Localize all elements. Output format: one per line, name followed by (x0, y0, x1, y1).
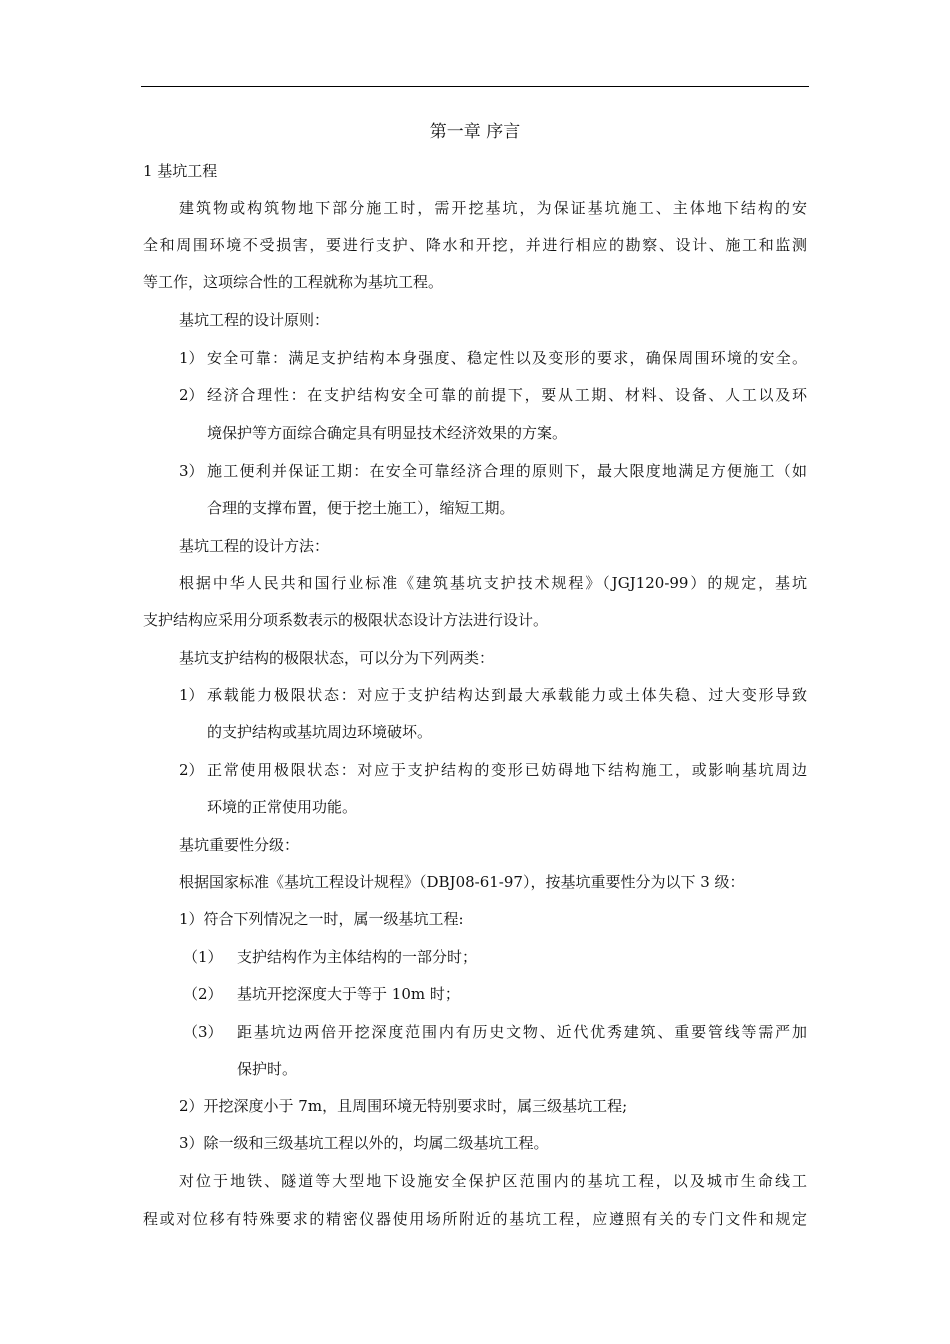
list-item-text: 环境的正常使用功能。 (207, 798, 358, 816)
list-item-text: 境保护等方面综合确定具有明显技术经济效果的方案。 (207, 424, 568, 442)
paragraph-line: 建筑物或构筑物地下部分施工时，需开挖基坑，为保证基坑施工、主体地下结构的安 (179, 199, 807, 217)
chapter-title: 第一章 序言 (429, 122, 521, 142)
paragraph-line: 对位于地铁、隧道等大型地下设施安全保护区范围内的基坑工程，以及城市生命线工 (179, 1172, 807, 1190)
list-item-text: 施工便利并保证工期：在安全可靠经济合理的原则下，最大限度地满足方便施工（如 (207, 462, 807, 480)
list-number: 2） (179, 386, 204, 404)
paragraph-line: 等工作，这项综合性的工程就称为基坑工程。 (143, 273, 444, 291)
list-item-text: 经济合理性：在支护结构安全可靠的前提下，要从工期、材料、设备、人工以及环 (207, 386, 807, 404)
sub-list-text: 距基坑边两倍开挖深度范围内有历史文物、近代优秀建筑、重要管线等需严加 (237, 1023, 807, 1041)
list-item-text: 正常使用极限状态：对应于支护结构的变形已妨碍地下结构施工，或影响基坑周边 (207, 761, 807, 779)
grade-item: 1）符合下列情况之一时，属一级基坑工程: (179, 910, 464, 928)
list-number: 1） (179, 686, 204, 704)
list-item-text: 的支护结构或基坑周边环境破坏。 (207, 723, 433, 741)
paragraph-line: 全和周围环境不受损害，要进行支护、降水和开挖，并进行相应的勘察、设计、施工和监测 (143, 236, 807, 254)
sub-list-number: （1） (183, 948, 223, 966)
grade-item: 2）开挖深度小于 7m，且周围环境无特别要求时，属三级基坑工程; (179, 1097, 628, 1115)
sub-list-text: 保护时。 (237, 1060, 298, 1078)
list-item-text: 合理的支撑布置，便于挖土施工），缩短工期。 (207, 499, 515, 517)
paragraph-line: 程或对位移有特殊要求的精密仪器使用场所附近的基坑工程，应遵照有关的专门文件和规定 (143, 1210, 807, 1228)
list-item-text: 安全可靠：满足支护结构本身强度、稳定性以及变形的要求，确保周围环境的安全。 (207, 349, 807, 367)
sub-list-number: （3） (183, 1023, 223, 1041)
grade-heading: 基坑重要性分级： (179, 836, 300, 854)
header-rule (141, 86, 809, 87)
paragraph-line: 根据中华人民共和国行业标准《建筑基坑支护技术规程》（JGJ120-99）的规定，基坑 (179, 574, 807, 592)
list-item-text: 承载能力极限状态：对应于支护结构达到最大承载能力或土体失稳、过大变形导致 (207, 686, 807, 704)
list-number: 3） (179, 462, 204, 480)
sub-list-text: 支护结构作为主体结构的一部分时； (237, 948, 478, 966)
limit-heading: 基坑支护结构的极限状态，可以分为下列两类： (179, 649, 495, 667)
paragraph-line: 支护结构应采用分项系数表示的极限状态设计方法进行设计。 (143, 611, 549, 629)
grade-intro: 根据国家标准《基坑工程设计规程》（DBJ08-61-97），按基坑重要性分为以下 3 级： (179, 873, 745, 891)
list-number: 1） (179, 349, 204, 367)
sub-list-number: （2） (183, 985, 223, 1003)
section-heading: 1 基坑工程 (143, 162, 218, 180)
list-number: 2） (179, 761, 204, 779)
sub-list-text: 基坑开挖深度大于等于 10m 时； (237, 985, 460, 1003)
method-heading: 基坑工程的设计方法： (179, 537, 330, 555)
grade-item: 3）除一级和三级基坑工程以外的，均属二级基坑工程。 (179, 1134, 549, 1152)
principles-heading: 基坑工程的设计原则： (179, 311, 330, 329)
